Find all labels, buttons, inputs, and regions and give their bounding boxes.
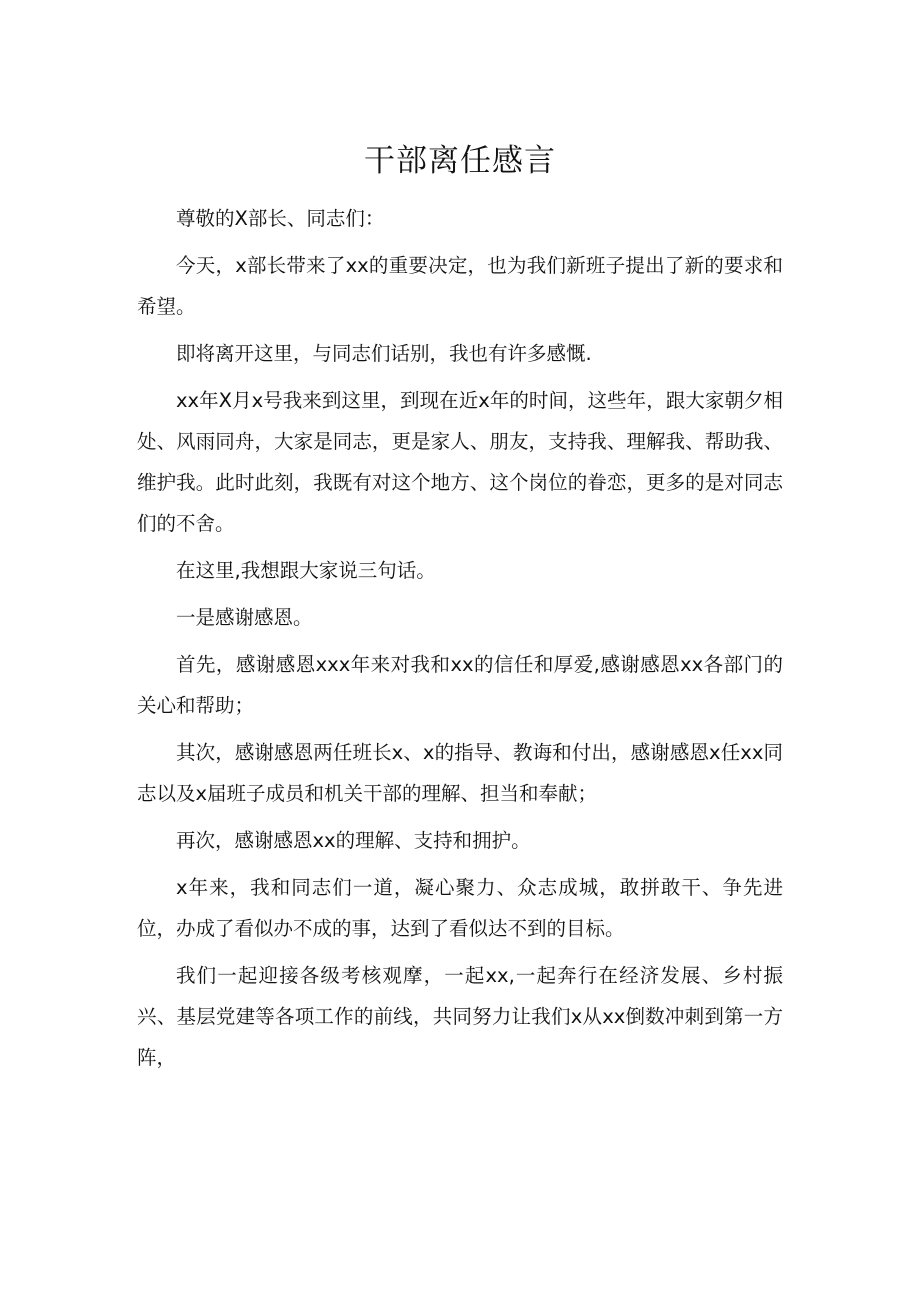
document-title: 干部离任感言 [364,143,556,179]
paragraph: 首先，感谢感恩xxx年来对我和xx的信任和厚爱,感谢感恩xx各部门的关心和帮助； [137,653,783,717]
paragraph: 即将离开这里，与同志们话别，我也有许多感慨. [176,342,592,365]
paragraph-heading: 一是感谢感恩。 [176,606,313,629]
paragraph: 其次，感谢感恩两任班长x、x的指导、教诲和付出，感谢感恩x任xx同志以及x届班子成员和机关干部的理解、担当和奉献； [137,741,783,805]
paragraph: xx年X月x号我来到这里，到现在近x年的时间，这些年，跟大家朝夕相处、风雨同舟，大家是同志，更是家人、朋友，支持我、理解我、帮助我、维护我。此时此刻，我既有对这个地方、这个岗位的眷恋，更多的是对同志们的不舍。 [137,389,783,535]
document-body [137,198,783,1084]
paragraph: 在这里,我想跟大家说三句话。 [176,559,436,582]
paragraph-salutation: 尊敬的X部长、同志们： [176,207,385,230]
paragraph: 再次，感谢感恩xx的理解、支持和拥护。 [176,829,531,852]
paragraph: 我们一起迎接各级考核观摩，一起xx,一起奔行在经济发展、乡村振兴、基层党建等各项工作的前线，共同努力让我们x从xx倒数冲刺到第一方阵， [137,964,783,1069]
paragraph: x年来，我和同志们一道，凝心聚力、众志成城，敢拼敢干、争先进位，办成了看似办不成的事，达到了看似达不到的目标。 [137,876,783,940]
paragraph: 今天，x部长带来了xx的重要决定，也为我们新班子提出了新的要求和希望。 [137,254,783,318]
